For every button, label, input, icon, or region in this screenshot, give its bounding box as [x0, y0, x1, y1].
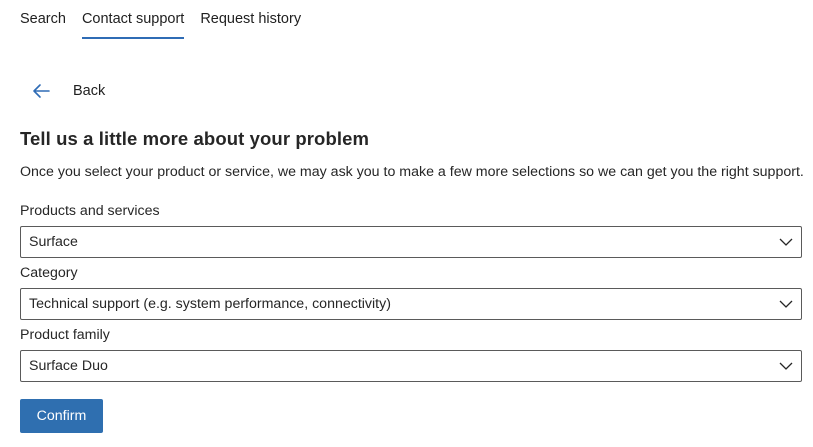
products-services-label: Products and services — [20, 203, 160, 219]
tab-search[interactable]: Search — [20, 11, 66, 27]
page-title: Tell us a little more about your problem — [20, 128, 370, 149]
back-button[interactable] — [30, 78, 105, 104]
tab-contact-support[interactable]: Contact support — [82, 10, 184, 39]
products-services-value: Surface — [29, 234, 78, 250]
category-select[interactable] — [20, 288, 802, 320]
products-services-select[interactable] — [20, 226, 802, 258]
chevron-down-icon — [779, 297, 793, 311]
product-family-select[interactable] — [20, 350, 802, 382]
support-tabs — [20, 10, 301, 38]
category-value: Technical support (e.g. system performance, connectivity) — [29, 296, 391, 312]
chevron-down-icon — [779, 359, 793, 373]
page-description: Once you select your product or service, we may ask you to make a few more selections so we can get you the right support. — [20, 164, 804, 180]
arrow-left-icon — [30, 80, 52, 102]
back-label: Back — [73, 83, 106, 99]
product-family-value: Surface Duo — [29, 358, 108, 374]
chevron-down-icon — [779, 235, 793, 249]
product-family-label: Product family — [20, 327, 110, 343]
category-label: Category — [20, 265, 78, 281]
confirm-button[interactable]: Confirm — [20, 399, 103, 433]
tab-request-history[interactable]: Request history — [200, 11, 302, 27]
